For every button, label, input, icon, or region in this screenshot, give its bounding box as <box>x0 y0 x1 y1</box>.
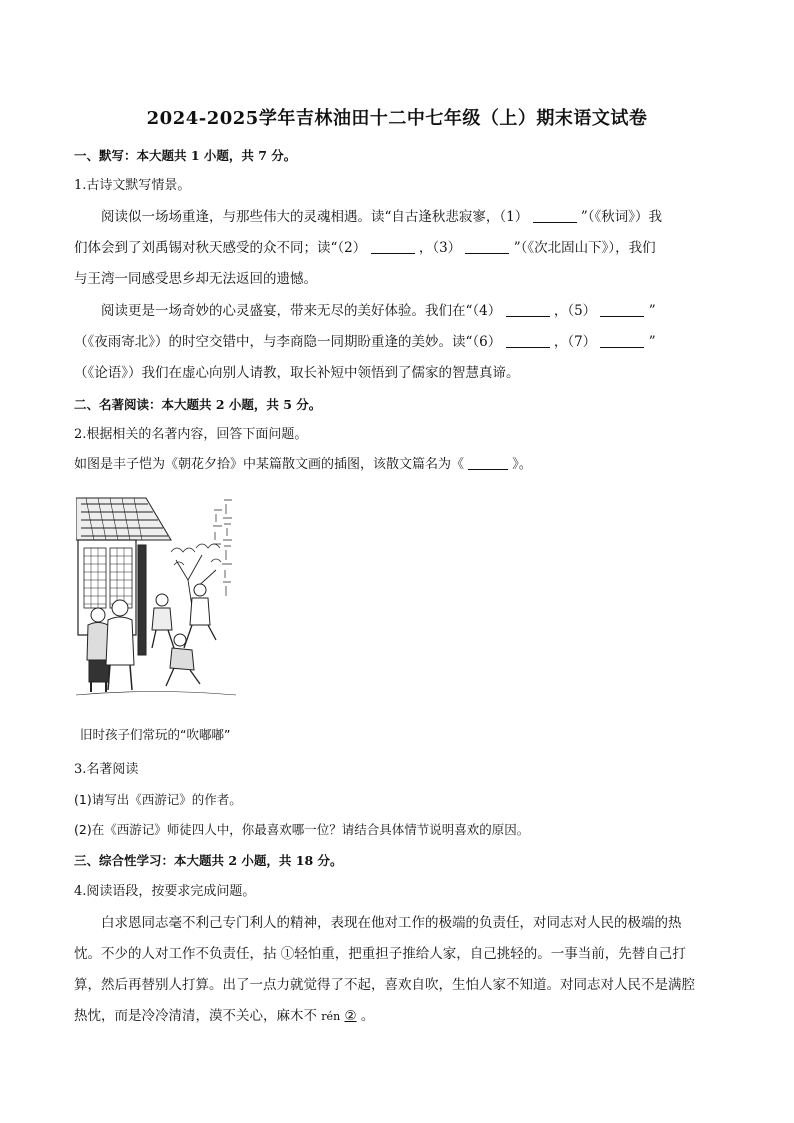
illustration-children-playing <box>76 490 236 710</box>
q1-para2-line3: （《论语》）我们在虚心向别人请教，取长补短中领悟到了儒家的智慧真谛。 <box>74 365 520 381</box>
q1-para1-line2 <box>74 238 722 258</box>
q1-p1-text-a: 阅读似一场场重逢，与那些伟大的灵魂相遇。读“自古逢秋悲寂寥，（1） <box>101 209 529 225</box>
q2-text-a: 如图是丰子恺为《朝花夕拾》中某篇散文画的插图，该散文篇名为《 <box>74 457 465 472</box>
blank-2[interactable] <box>371 239 415 254</box>
q3-sub1: (1)请写出《西游记》的作者。 <box>74 792 242 807</box>
illustration-caption: 旧时孩子们常玩的“吹嘟嘟” <box>80 727 231 742</box>
section-3-header <box>74 851 722 871</box>
blank-6[interactable] <box>506 333 550 348</box>
q3-label: 3.名著阅读 <box>74 762 139 777</box>
q4-label: 4.阅读语段，按要求完成问题。 <box>74 884 256 899</box>
section-1-header <box>74 146 722 166</box>
q2-question <box>74 455 722 475</box>
q4-mark-2: ② <box>344 1008 357 1024</box>
q1-p2-text-e: ，（7） <box>553 334 597 350</box>
q4-line2: 忱。不少的人对工作不负责任，拈 ①轻怕重，把重担子推给人家，自己挑轻的。一事当前，先替自己打 <box>74 946 686 962</box>
q4-pinyin: rén <box>321 1010 341 1023</box>
blank-3[interactable] <box>465 239 509 254</box>
q4-line4 <box>74 1006 722 1027</box>
section-3-header-text: 三、综合性学习：本大题共 2 小题，共 18 分。 <box>74 853 343 868</box>
q2-text-b: 》。 <box>512 457 532 472</box>
q1-para1-line3: 与王湾一同感受思乡却无法返回的遗憾。 <box>74 271 317 287</box>
q2-blank[interactable] <box>468 455 508 470</box>
q1-p2-text-c: ” <box>648 303 656 319</box>
blank-4[interactable] <box>506 302 550 317</box>
q2-label: 2.根据相关的名著内容，回答下面问题。 <box>74 427 308 442</box>
q1-p2-text-b: ，（5） <box>553 303 597 319</box>
q1-para1-line1 <box>74 207 722 227</box>
q4-line4-end: 。 <box>360 1008 375 1024</box>
blank-1[interactable] <box>533 208 577 223</box>
q1-para2-line1 <box>74 301 722 321</box>
q1-p2-text-d: （《夜雨寄北》）的时空交错中，与李商隐一同期盼重逢的美妙。读“（6） <box>74 334 502 350</box>
q4-line4-text: 热忱，而是冷冷清清，漠不关心，麻木不 <box>74 1008 317 1024</box>
exam-title: 2024-2025学年吉林油田十二中七年级（上）期末语文试卷 <box>146 108 648 129</box>
q1-p2-text-a: 阅读更是一场奇妙的心灵盛宴，带来无尽的美好体验。我们在“（4） <box>101 303 502 319</box>
q1-p1-text-b: ”（《秋词》）我 <box>580 209 662 225</box>
q1-p1-text-d: ，（3） <box>418 240 462 256</box>
q1-p2-text-f: ” <box>648 334 656 350</box>
q1-p1-text-e: ”（《次北固山下》），我们 <box>513 240 656 256</box>
section-1-header-text: 一、默写：本大题共 1 小题，共 7 分。 <box>74 148 297 163</box>
section-2-header-text: 二、名著阅读：本大题共 2 小题，共 5 分。 <box>74 397 322 412</box>
q4-line1: 白求恩同志毫不利己专门利人的精神，表现在他对工作的极端的负责任，对同志对人民的极端的热 <box>101 915 682 931</box>
q3-sub2: (2)在《西游记》师徒四人中，你最喜欢哪一位？请结合具体情节说明喜欢的原因。 <box>74 822 530 837</box>
q1-label: 1.古诗文默写情景。 <box>74 178 191 193</box>
q1-p1-text-c: 们体会到了刘禹锡对秋天感受的众不同；读“（2） <box>74 240 367 256</box>
q1-para2-line2 <box>74 332 722 352</box>
blank-7[interactable] <box>600 333 644 348</box>
blank-5[interactable] <box>600 302 644 317</box>
section-2-header <box>74 395 722 415</box>
q4-line3: 算，然后再替别人打算。出了一点力就觉得了不起，喜欢自吹，生怕人家不知道。对同志对人民不是满腔 <box>74 977 695 993</box>
